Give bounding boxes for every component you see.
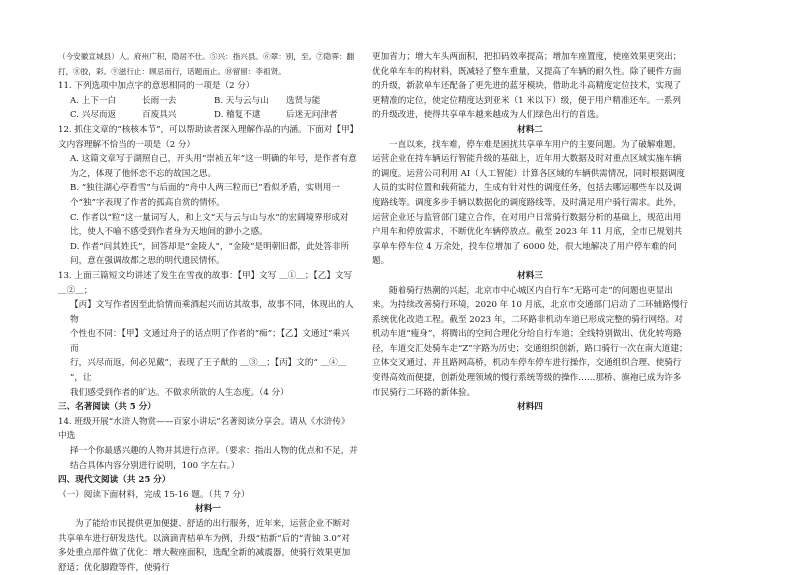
- left-column: [58, 50, 358, 575]
- option-c: C. 兴尽而返: [70, 110, 117, 121]
- question-11-options-row1: [70, 94, 358, 109]
- section-3-heading: 三、名著阅读（共 5 分）: [58, 402, 156, 413]
- question-12-option-b: B. “独往湖心亭看雪”与后面的“舟中人两三粒而已”看似矛盾，实则用一个“独”字表现了作者的孤高自赏的情怀。: [70, 183, 340, 208]
- right-column: [372, 50, 688, 415]
- question-13-line4: 行，兴尽而返，何必见戴”，表现了王子猷的 ＿③＿；【丙】文的“ ＿④＿ ”，让: [70, 358, 347, 384]
- question-12-option-a: A. 这篇文章写于湖照自己，开头用“崇祯五年”这一明确的年号，是作者有意为之，体现了他怀恋不忘的故国之思。: [70, 154, 357, 179]
- question-13-line5: 我们感受到作者的旷达。不做求所欲的人生态度。（4 分）: [70, 387, 289, 398]
- footnote: （今安徽宣城县）人。府州广积，隐居不仕。⑤兴：指兴县。⑥翠：别，至。⑦隐霁：翻打，⑧胶，彩。⑨滋行止：顾忌而行，话题而止。⑩留留：李祖贤。: [58, 52, 355, 76]
- material-3-title: 材料三: [517, 270, 543, 281]
- option-d: D. 稽复不逮: [214, 110, 261, 121]
- option-b: B. 天与云与山: [214, 95, 269, 106]
- question-12-option-c: C. 作者以“粒”这一量词写人，和上文“天与云与山与水”的宏阔境界形成对比，使人不喻不感受到作者身为天地间的渺小之感。: [70, 212, 349, 238]
- option-c-pair: 百废具兴: [142, 110, 177, 121]
- material-1-paragraph: 为了能给市民提供更加便捷、舒适的出行服务，近年来，运营企业不断对共享单车进行研发迭代。以滴滴青桔单车为例，升级“桔新”后的“青铀 3.0”对多处重点部件做了优化：增大鞍座面积，选配全新的减震器，使骑行效果更加舒适；优化脚蹬等件，使骑行: [58, 519, 351, 573]
- material-1-title: 材料一: [195, 504, 221, 515]
- option-b-pair: 选贤与能: [286, 95, 321, 106]
- question-11-stem: 11. 下列选项中加点字的意思相同的一项是（2 分）: [58, 81, 255, 92]
- option-d-pair: 后迷无问津者: [286, 110, 338, 121]
- question-14-line3: 结合具体内容分别进行说明，100 字左右。）: [70, 460, 240, 471]
- question-13-line1: 13. 上面三篇短文均讲述了发生在雪夜的故事：【甲】文写 ＿①＿；【乙】文写 ＿②＿；: [58, 270, 353, 296]
- material-2-paragraph: 一直以来，找车难，停车难是困扰共享单车用户的主要问题。为了破解难题，运营企业在持车辆运行智能升级的基础上，近年用大数据及时对重点区域实施车辆的调度。运营公司利用 AI（人工智能）计算各区域的车辆供需情况，同时根据调度人员的实时位置和载荷能力，生成有针对性的调度任务，包括去哪运哪些车以及调度路线等。调度多步手辆以数据化的调度路线等，及时满足用户骑行需求。此外，运营企业还与监管部门建立合作，在对用户日常骑行数据分析的基础上，规范出用户用车和停放需求，不断优化车辆停放点。截至 2023 年 11 月底，全市已规划共享单车停车位 4 万余处，投车位增加了 6000 处，很大地解决了用户停车难的问题。: [372, 139, 686, 267]
- question-13-line3: 个性也不同：【甲】文通过舟子的话点明了作者的“痴”；【乙】文通过“乘兴而: [70, 329, 350, 354]
- section-4-heading: 四、现代文阅读（共 25 分）: [58, 475, 171, 486]
- question-13-line2: 【丙】文写作者因至此恰情而乘酒起兴而访其故事，故事不同，体现出的人物: [70, 300, 354, 325]
- question-14-line2: 择一个你最感兴趣的人物并其进行点评。（要求：指出人物的优点和不足，并: [70, 446, 358, 457]
- question-11-options-row2: [70, 108, 358, 123]
- option-a-pair: 长雨一去: [142, 95, 177, 106]
- question-14-line1: 14. 班级开展“水浒人物赏——百家小讲坛”名著阅读分享会。请从《水浒传》中选: [58, 416, 350, 442]
- question-12-stem: 12. 抓住文章的“核核本节”，可以帮助读者深入理解作品的内涵。下面对【甲】文内容理解不恰当的一项是（2 分）: [58, 124, 354, 150]
- question-12-option-d: D. 作者“问其姓氏”，回答却是“金陵人”，“金陵”是明朝旧都，此处答非所问，意在强调故都之思的明代遗民情怀。: [70, 241, 350, 267]
- option-a: A. 上下一白: [70, 95, 117, 106]
- material-2-title: 材料二: [517, 124, 543, 135]
- subsection-1-heading: （一）阅读下面材料，完成 15-16 题。（共 7 分）: [58, 489, 250, 500]
- material-1-continued: 更加省力；增大车头两面积，把扣码效率提高；增加车座置度，使座效果更突出；优化单车车的构材料，既减轻了整车重量，又提高了车辆的耐久性。除了硬件方面的升级，新款单车还配备了更先进的蓝牙模块，借助北斗高精度定位技术，实现了更精准的定位，使定位精度达到亚米（1 米以下）级，便于用户精准还车。一系列的升级改进，使得共享单车越来越成为人们绿色出行的首选。: [372, 52, 682, 121]
- material-3-paragraph: 随着骑行热潮的兴起，北京市中心城区内自行车“无路可走”的问题也更显出来。为持续改善骑行环境，2020 年 10 月底，北京市交通部门启动了二环辅路慢行系统优化改造工程。截至 2023 年，二环路非机动车道已形成完整的骑行网络。对机动车道“瘦身”，将腾出的空间合理化分给自行车道；全线特别做出、优化转弯路径，车道交汇处骑车走“Z”字路为历史；交通组织创新，路口骑行一次在南大道建；立体交叉通过、并且路网高桥，机动车停车停车进行操作，交通组织合理、使骑行变得高效而便捷，创新处理领域的慢行系统等级的操作……那桥、旗袍已成为许多市民骑行二环路的新体验。: [372, 285, 689, 398]
- material-4-title: 材料四: [517, 402, 543, 413]
